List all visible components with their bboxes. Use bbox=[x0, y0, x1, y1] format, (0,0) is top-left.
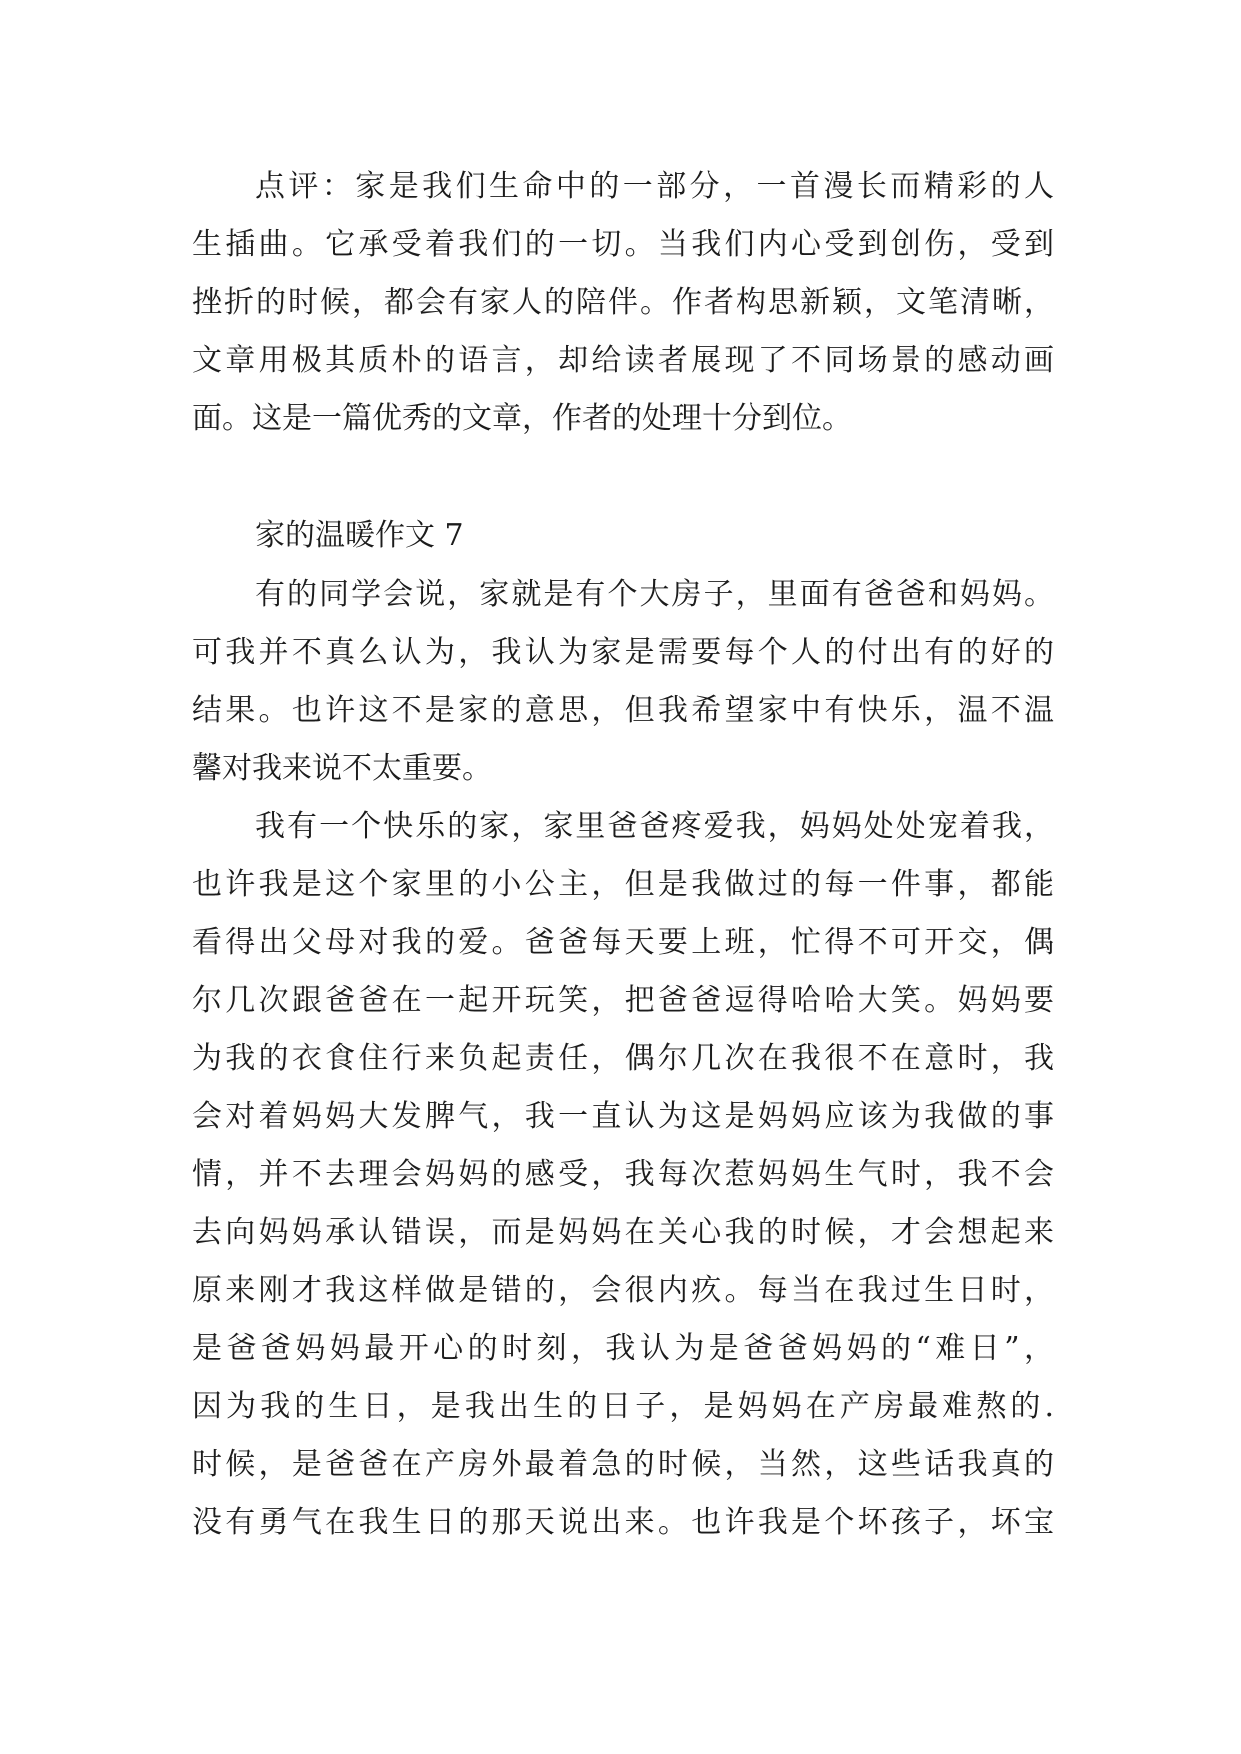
review-line: 文章用极其质朴的语言，却给读者展现了不同场景的感动画 bbox=[192, 343, 1054, 378]
paragraph-line: 为我的衣食住行来负起责任，偶尔几次在我很不在意时，我 bbox=[192, 1041, 1054, 1076]
paragraph-line: 时候，是爸爸在产房外最着急的时候，当然，这些话我真的 bbox=[192, 1447, 1054, 1482]
paragraph-line: 因为我的生日，是我出生的日子，是妈妈在产房最难熬的. bbox=[192, 1389, 1054, 1424]
essay-title bbox=[192, 507, 1054, 565]
paragraph-line: 会对着妈妈大发脾气，我一直认为这是妈妈应该为我做的事 bbox=[192, 1099, 1054, 1134]
paragraph-line: 也许我是这个家里的小公主，但是我做过的每一件事，都能 bbox=[192, 867, 1054, 902]
paragraph-line: 情，并不去理会妈妈的感受，我每次惹妈妈生气时，我不会 bbox=[192, 1157, 1054, 1192]
paragraph-line: 是爸爸妈妈最开心的时刻，我认为是爸爸妈妈的“难日”， bbox=[192, 1331, 1054, 1366]
review-line: 生插曲。它承受着我们的一切。当我们内心受到创伤，受到 bbox=[192, 227, 1054, 262]
paragraph-line: 去向妈妈承认错误，而是妈妈在关心我的时候，才会想起来 bbox=[192, 1215, 1054, 1250]
paragraph-line: 看得出父母对我的爱。爸爸每天要上班，忙得不可开交，偶 bbox=[192, 925, 1054, 960]
paragraph-line: 馨对我来说不太重要。 bbox=[192, 751, 492, 786]
essay-title-text: 家的温暖作文 7 bbox=[255, 518, 464, 553]
essay-paragraph-2 bbox=[192, 798, 1054, 1552]
review-paragraph bbox=[192, 158, 1054, 448]
review-line: 挫折的时候，都会有家人的陪伴。作者构思新颖，文笔清晰， bbox=[192, 285, 1054, 320]
paragraph-line: 有的同学会说，家就是有个大房子，里面有爸爸和妈妈。 bbox=[255, 577, 1054, 612]
paragraph-line: 原来刚才我这样做是错的，会很内疚。每当在我过生日时， bbox=[192, 1273, 1054, 1308]
paragraph-line: 尔几次跟爸爸在一起开玩笑，把爸爸逗得哈哈大笑。妈妈要 bbox=[192, 983, 1054, 1018]
review-line: 点评：家是我们生命中的一部分，一首漫长而精彩的人 bbox=[255, 169, 1054, 204]
paragraph-line: 可我并不真么认为，我认为家是需要每个人的付出有的好的 bbox=[192, 635, 1054, 670]
paragraph-line: 我有一个快乐的家，家里爸爸疼爱我，妈妈处处宠着我， bbox=[255, 809, 1054, 844]
paragraph-line: 结果。也许这不是家的意思，但我希望家中有快乐，温不温 bbox=[192, 693, 1054, 728]
paragraph-line: 没有勇气在我生日的那天说出来。也许我是个坏孩子，坏宝 bbox=[192, 1505, 1054, 1540]
review-line: 面。这是一篇优秀的文章，作者的处理十分到位。 bbox=[192, 401, 852, 436]
essay-paragraph-1 bbox=[192, 566, 1054, 798]
